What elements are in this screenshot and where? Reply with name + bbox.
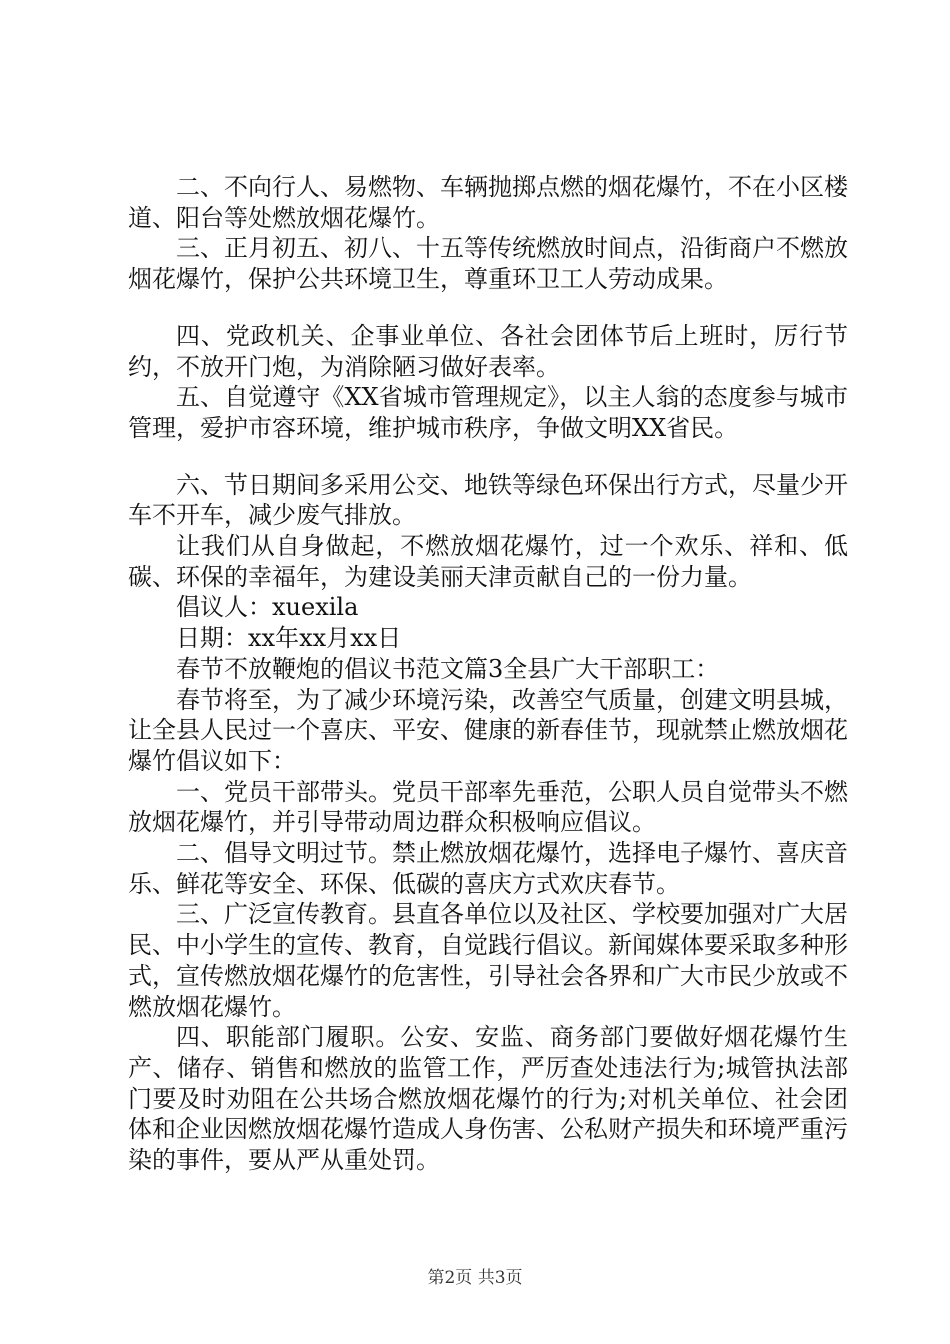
paragraph-5: 五、自觉遵守《XX省城市管理规定》，以主人翁的态度参与城市管理，爱护市容环境，维护城市秩序，争做文明XX省民。: [128, 383, 848, 442]
item-1: 一、党员干部带头。党员干部率先垂范，公职人员自觉带头不燃放烟花爆竹，并引导带动周边群众积极响应倡议。: [128, 777, 848, 837]
paragraph-2: 二、不向行人、易燃物、车辆抛掷点燃的烟花爆竹，不在小区楼道、阳台等处燃放烟花爆竹。: [128, 173, 848, 232]
page-footer: 第2页 共3页: [427, 1268, 523, 1288]
initiator-line: 倡议人：xuexila: [176, 593, 359, 622]
paragraph-closing: 让我们从自身做起，不燃放烟花爆竹，过一个欢乐、祥和、低碳、环保的幸福年，为建设美丽天津贡献自己的一份力量。: [128, 532, 848, 591]
paragraph-gap: [128, 444, 848, 470]
paragraph-6: 六、节日期间多采用公交、地铁等绿色环保出行方式，尽量少开车不开车，减少废气排放。: [128, 470, 848, 530]
date-line: 日期：xx年xx月xx日: [176, 624, 402, 653]
item-4: 四、职能部门履职。公安、安监、商务部门要做好烟花爆竹生产、储存、销售和燃放的监管工作，严厉查处违法行为;城管执法部门要及时劝阻在公共场合燃放烟花爆竹的行为;对机关单位、社会团体和企业因燃放烟花爆竹造成人身伤害、公私财产损失和环境严重污染的事件，要从严从重处罚。: [128, 1023, 848, 1175]
intro-paragraph: 春节将至，为了减少环境污染，改善空气质量，创建文明县城，让全县人民过一个喜庆、平安、健康的新春佳节，现就禁止燃放烟花爆竹倡议如下：: [128, 685, 848, 775]
document-body: [128, 172, 848, 1176]
section-heading: 春节不放鞭炮的倡议书范文篇3全县广大干部职工：: [176, 654, 720, 683]
paragraph-3: 三、正月初五、初八、十五等传统燃放时间点，沿街商户不燃放烟花爆竹，保护公共环境卫生，尊重环卫工人劳动成果。: [128, 234, 848, 294]
paragraph-gap: [128, 295, 848, 321]
item-3: 三、广泛宣传教育。县直各单位以及社区、学校要加强对广大居民、中小学生的宣传、教育，自觉践行倡议。新闻媒体要采取多种形式，宣传燃放烟花爆竹的危害性，引导社会各界和广大市民少放或不燃放烟花爆竹。: [128, 900, 848, 1021]
paragraph-4: 四、党政机关、企事业单位、各社会团体节后上班时，厉行节约，不放开门炮，为消除陋习做好表率。: [128, 321, 848, 381]
item-2: 二、倡导文明过节。禁止燃放烟花爆竹，选择电子爆竹、喜庆音乐、鲜花等安全、环保、低碳的喜庆方式欢庆春节。: [128, 839, 848, 898]
